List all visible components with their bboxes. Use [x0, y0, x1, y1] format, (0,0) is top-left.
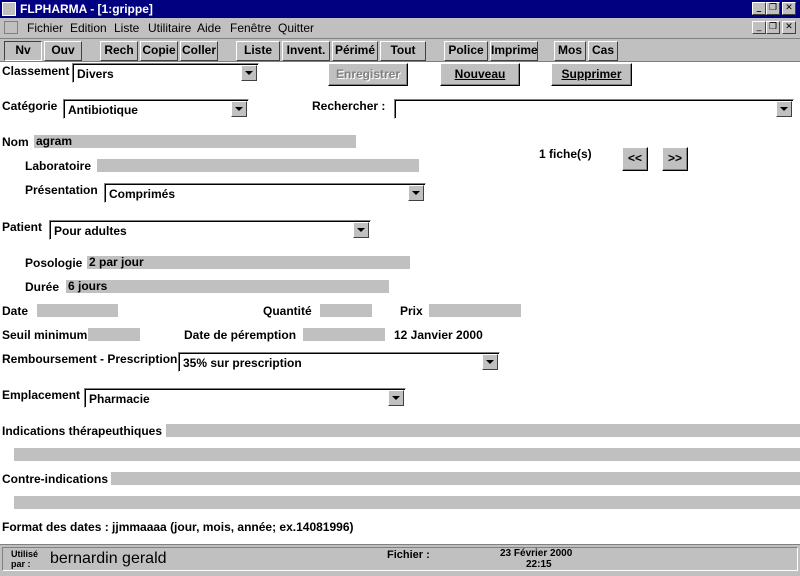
supprimer-button[interactable] — [551, 63, 632, 86]
emplacement-label: Emplacement — [2, 388, 81, 402]
laboratoire-label: Laboratoire — [25, 159, 92, 173]
prix-field[interactable] — [429, 304, 521, 317]
patient-select[interactable] — [49, 220, 371, 240]
contre-indications-field-line2[interactable] — [14, 496, 800, 509]
fichier-label: Fichier : — [387, 549, 430, 561]
chevron-down-icon[interactable] — [408, 185, 424, 201]
presentation-value: Comprimés — [109, 187, 176, 201]
rech-button[interactable]: Rech — [100, 41, 138, 61]
next-record-button[interactable]: >> — [662, 147, 688, 171]
quantite-field[interactable] — [320, 304, 372, 317]
title-bar — [0, 0, 800, 18]
rechercher-select[interactable] — [394, 99, 794, 119]
document-icon[interactable] — [4, 21, 18, 34]
chevron-down-icon[interactable] — [388, 390, 404, 406]
perime-button[interactable]: Périmé — [332, 41, 378, 61]
menu-aide[interactable]: Aide — [197, 21, 222, 35]
minimize-icon[interactable]: _ — [752, 2, 766, 15]
menu-bar — [0, 18, 800, 38]
rechercher-label: Rechercher : — [312, 99, 386, 113]
prix-label: Prix — [400, 304, 423, 318]
tout-button[interactable]: Tout — [380, 41, 426, 61]
restore-icon[interactable]: ❐ — [766, 2, 780, 15]
child-minimize-icon[interactable]: _ — [752, 21, 766, 34]
remboursement-value: 35% sur prescription — [183, 356, 302, 370]
nom-label: Nom — [2, 135, 29, 149]
duree-value: 6 jours — [68, 279, 108, 293]
menu-fenetre[interactable]: Fenêtre — [230, 21, 272, 35]
contre-indications-label: Contre-indications — [2, 472, 109, 486]
indications-label: Indications thérapeuthiques — [2, 424, 163, 438]
menu-fichier[interactable]: Fichier — [27, 21, 64, 35]
classement-label: Classement — [2, 64, 70, 78]
categorie-value: Antibiotique — [68, 103, 138, 117]
child-close-icon[interactable]: ✕ — [782, 21, 796, 34]
posologie-value: 2 par jour — [89, 255, 144, 269]
record-count: 1 fiche(s) — [539, 147, 592, 161]
contre-indications-field[interactable] — [111, 472, 800, 485]
imprime-button[interactable]: Imprime — [490, 41, 538, 61]
close-icon[interactable]: ✕ — [782, 2, 796, 15]
classement-select[interactable] — [72, 63, 259, 83]
patient-label: Patient — [2, 220, 43, 234]
remboursement-label: Remboursement - Prescription — [2, 352, 178, 366]
date-label: Date — [2, 304, 29, 318]
child-restore-icon[interactable]: ❐ — [766, 21, 780, 34]
chevron-down-icon[interactable] — [231, 101, 247, 117]
status-date: 23 Février 2000 — [500, 548, 573, 559]
supprimer-label: Supprimer — [561, 67, 622, 81]
nouveau-label: Nouveau — [454, 67, 506, 81]
menu-utilitaire[interactable]: Utilitaire — [148, 21, 192, 35]
toolbar — [0, 38, 800, 62]
categorie-label: Catégorie — [2, 99, 58, 113]
laboratoire-field[interactable] — [97, 159, 419, 172]
peremption-label: Date de péremption — [184, 328, 297, 342]
police-button[interactable]: Police — [444, 41, 488, 61]
ouv-button[interactable]: Ouv — [44, 41, 82, 61]
cas-button[interactable]: Cas — [588, 41, 618, 61]
posologie-label: Posologie — [25, 256, 83, 270]
chevron-down-icon[interactable] — [482, 354, 498, 370]
indications-field[interactable] — [166, 424, 800, 437]
chevron-down-icon[interactable] — [353, 222, 369, 238]
prev-record-button[interactable]: << — [622, 147, 648, 171]
nv-button[interactable]: Nv — [4, 41, 42, 61]
seuil-field[interactable] — [88, 328, 140, 341]
date-field[interactable] — [37, 304, 118, 317]
duree-label: Durée — [25, 280, 60, 294]
seuil-label: Seuil minimum — [2, 328, 88, 342]
presentation-select[interactable] — [104, 183, 426, 203]
enregistrer-button[interactable]: Enregistrer — [328, 63, 408, 86]
patient-value: Pour adultes — [54, 224, 127, 238]
remboursement-select[interactable] — [178, 352, 500, 372]
nom-field[interactable] — [34, 135, 356, 148]
presentation-label: Présentation — [25, 183, 98, 197]
chevron-down-icon[interactable] — [241, 65, 257, 81]
categorie-select[interactable] — [63, 99, 249, 119]
app-icon[interactable] — [2, 2, 16, 16]
menu-edition[interactable]: Edition — [70, 21, 107, 35]
liste-button[interactable]: Liste — [236, 41, 280, 61]
chevron-down-icon[interactable] — [776, 101, 792, 117]
mos-button[interactable]: Mos — [554, 41, 586, 61]
coller-button[interactable]: Coller — [180, 41, 218, 61]
posologie-field[interactable] — [87, 256, 410, 269]
classement-value: Divers — [77, 67, 114, 81]
status-time: 22:15 — [526, 559, 552, 570]
duree-field[interactable] — [66, 280, 389, 293]
indications-field-line2[interactable] — [14, 448, 800, 461]
status-bar — [0, 544, 800, 576]
menu-quitter[interactable]: Quitter — [278, 21, 315, 35]
user-name: bernardin gerald — [50, 550, 167, 567]
utilise-label: Utilisé par : — [11, 549, 39, 569]
nouveau-button[interactable] — [440, 63, 520, 86]
date-format-note: Format des dates : jjmmaaaa (jour, mois, année; ex.14081996) — [2, 520, 354, 534]
menu-liste[interactable]: Liste — [114, 21, 140, 35]
copie-button[interactable]: Copie — [140, 41, 178, 61]
peremption-field[interactable] — [303, 328, 385, 341]
nom-value: agram — [36, 134, 73, 148]
quantite-label: Quantité — [263, 304, 312, 318]
invent-button[interactable]: Invent. — [282, 41, 330, 61]
window-title: FLPHARMA - [1:grippe] — [20, 2, 153, 16]
emplacement-select[interactable] — [84, 388, 406, 408]
emplacement-value: Pharmacie — [89, 392, 150, 406]
peremption-date: 12 Janvier 2000 — [394, 328, 483, 342]
